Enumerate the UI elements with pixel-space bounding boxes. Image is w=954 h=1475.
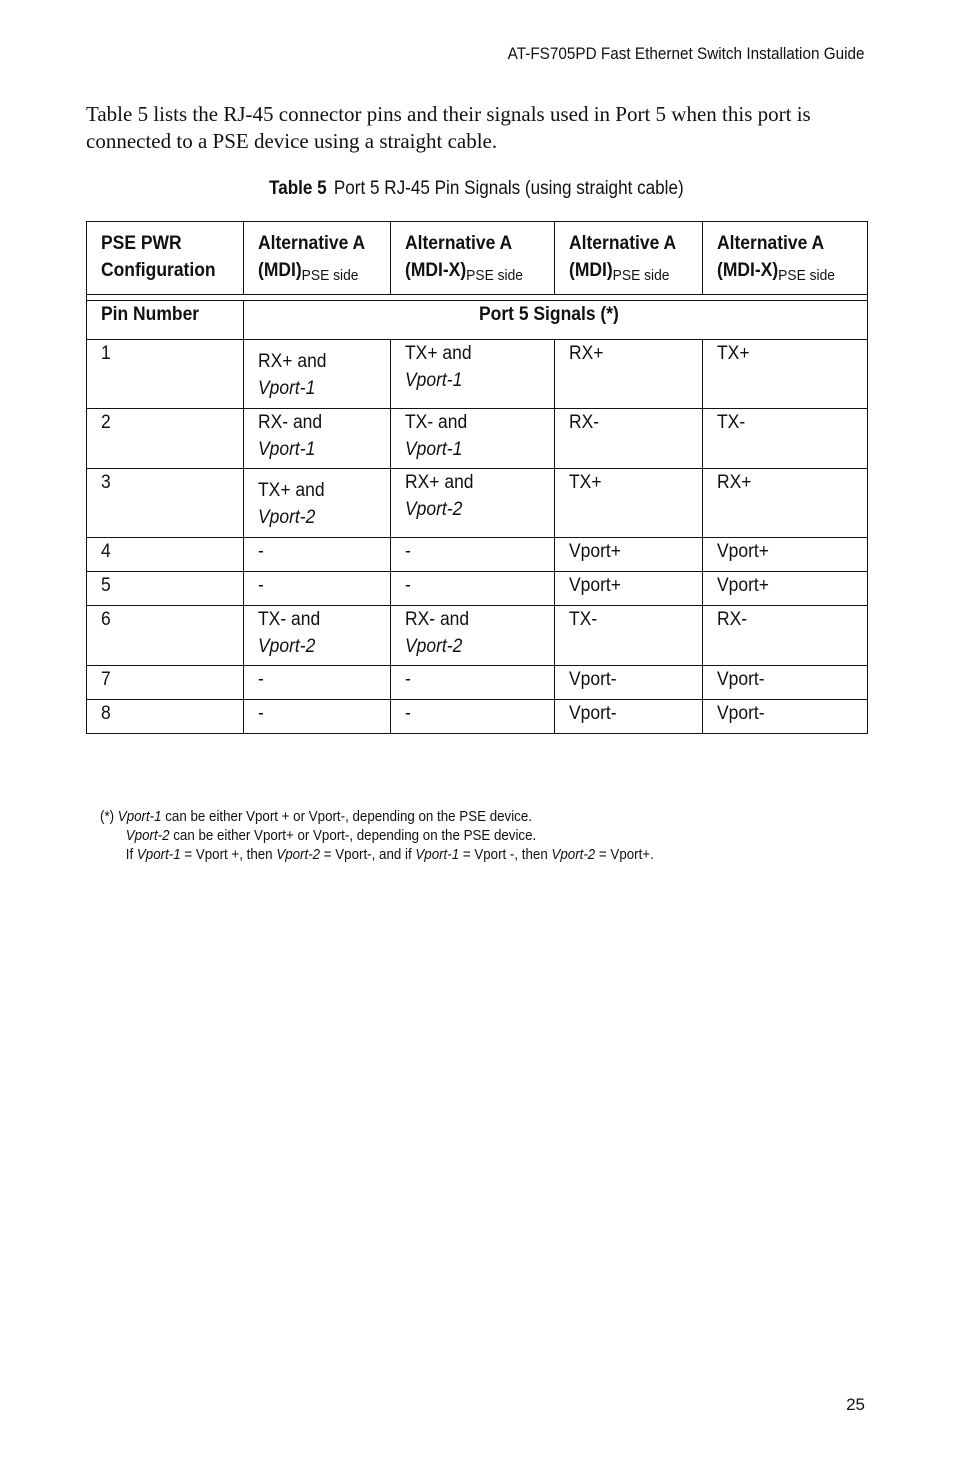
pin-cell: 6 [87,606,244,666]
table-footnotes [100,808,880,865]
pin-cell: 1 [87,340,244,409]
signal-cell: RX+ and Vport-1 [243,340,390,409]
pin-cell: 4 [87,538,244,572]
table-row [87,469,868,538]
signal-cell: - [243,538,390,572]
table-row [87,340,868,409]
signal-cell: TX+ and Vport-1 [390,340,555,409]
pin-cell: 3 [87,469,244,538]
table-caption [86,178,867,200]
pin-cell: 7 [87,666,244,700]
running-head: AT-FS705PD Fast Ethernet Switch Installation Guide [508,44,865,63]
signal-cell: RX+ [703,469,868,538]
signal-cell: - [390,700,555,734]
signal-cell: - [243,666,390,700]
table-caption-label: Table 5 [269,178,327,199]
signal-cell: Vport+ [555,572,703,606]
pin-cell: 8 [87,700,244,734]
pin-signals-table [86,221,868,734]
footnote-line-3: If Vport-1 = Vport +, then Vport-2 = Vport-, and if Vport-1 = Vport -, then Vport-2 = Vport+. [125,847,654,863]
signal-cell: RX- [555,409,703,469]
table-header-row [87,222,868,295]
table-row [87,572,868,606]
pin-cell: 5 [87,572,244,606]
signal-cell: RX- and Vport-1 [243,409,390,469]
footnote-line-1: (*) Vport-1 can be either Vport + or Vport-, depending on the PSE device. [100,809,532,825]
header-alt-a-mdi-2: Alternative A $(MDI)_{PSE side}$ [555,222,703,295]
table-row [87,538,868,572]
signal-cell: - [243,572,390,606]
signal-cell: Vport- [703,700,868,734]
signal-cell: Vport- [555,700,703,734]
table-caption-text: Port 5 RJ-45 Pin Signals (using straight cable) [334,178,684,199]
signal-cell: - [390,538,555,572]
signal-cell: TX+ and Vport-2 [243,469,390,538]
intro-paragraph: Table 5 lists the RJ-45 connector pins and their signals used in Port 5 when this port is connected to a PSE device using a straight cable. [86,102,811,153]
table-row [87,700,868,734]
signal-cell: TX- and Vport-2 [243,606,390,666]
signal-cell: - [243,700,390,734]
signal-cell: TX- [555,606,703,666]
signal-cell: RX+ and Vport-2 [390,469,555,538]
header-alt-a-mdi-1: Alternative A $(MDI)_{PSE side}$ [243,222,390,295]
footnote-line-2: Vport-2 can be either Vport+ or Vport-, depending on the PSE device. [125,828,537,844]
signal-cell: Vport+ [555,538,703,572]
port5-signals-header: Port 5 Signals (*) [243,301,867,340]
signal-cell: Vport- [555,666,703,700]
signal-cell: Vport+ [703,572,868,606]
signal-cell: Vport+ [703,538,868,572]
signal-cell: - [390,572,555,606]
signal-cell: TX- and Vport-1 [390,409,555,469]
header-pse-pwr-config: PSE PWR Configuration [87,222,244,295]
pin-cell: 2 [87,409,244,469]
header-alt-a-mdix-2: Alternative A $(MDI-X)_{PSE side}$ [703,222,868,295]
pin-header-row [87,301,868,340]
signal-cell: TX+ [703,340,868,409]
table-row [87,666,868,700]
signal-cell: TX+ [555,469,703,538]
page-number: 25 [846,1395,865,1414]
signal-cell: TX- [703,409,868,469]
table-row [87,606,868,666]
table-row [87,409,868,469]
signal-cell: Vport- [703,666,868,700]
signal-cell: RX+ [555,340,703,409]
header-alt-a-mdix-1: Alternative A $(MDI-X)_{PSE side}$ [390,222,555,295]
pin-number-header: Pin Number [87,301,244,340]
signal-cell: RX- [703,606,868,666]
signal-cell: - [390,666,555,700]
signal-cell: RX- and Vport-2 [390,606,555,666]
